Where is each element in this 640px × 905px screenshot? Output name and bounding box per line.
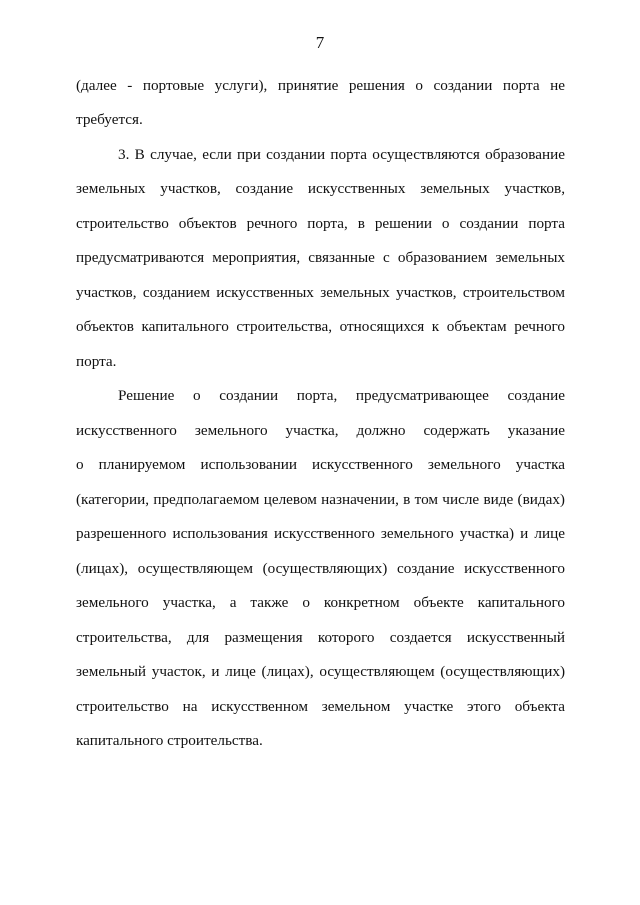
text-line: объектов капитального строительства, относящихся к объектам речного	[76, 318, 565, 335]
text-line: предусматриваются мероприятия, связанные с образованием земельных	[76, 249, 565, 266]
text-line: (лицах), осуществляющем (осуществляющих) создание искусственного	[76, 560, 565, 577]
text-line: (далее - портовые услуги), принятие решения о создании порта не	[76, 77, 565, 94]
text-line: порта.	[76, 353, 117, 370]
text-line: земельных участков, создание искусственных земельных участков,	[76, 180, 565, 197]
text-line: строительства, для размещения которого создается искусственный	[76, 629, 565, 646]
text-line: земельный участок, и лице (лицах), осуществляющем (осуществляющих)	[76, 663, 565, 680]
text-line: искусственного земельного участка, должно содержать указание	[76, 422, 565, 439]
text-line: разрешенного использования искусственного земельного участка) и лице	[76, 525, 565, 542]
text-line: строительство объектов речного порта, в решении о создании порта	[76, 215, 565, 232]
text-line: участков, созданием искусственных земельных участков, строительством	[76, 284, 565, 301]
text-line: Решение о создании порта, предусматривающее создание	[118, 387, 565, 404]
text-line: о планируемом использовании искусственного земельного участка	[76, 456, 565, 473]
page-number: 7	[315, 33, 325, 52]
text-line: капитального строительства.	[76, 732, 263, 749]
text-line: требуется.	[76, 111, 143, 128]
text-line: земельного участка, а также о конкретном объекте капитального	[76, 594, 565, 611]
text-line: (категории, предполагаемом целевом назначении, в том числе виде (видах)	[76, 491, 565, 508]
text-line: строительство на искусственном земельном участке этого объекта	[76, 698, 565, 715]
text-line: 3. В случае, если при создании порта осуществляются образование	[118, 146, 565, 163]
